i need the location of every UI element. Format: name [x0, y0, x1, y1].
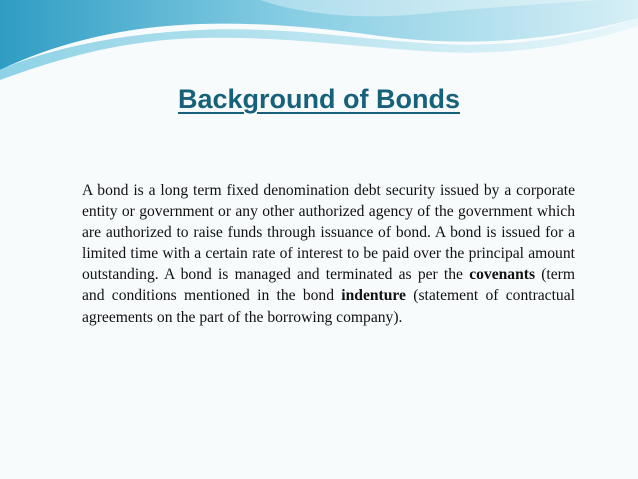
body-intro: A bond is a long term fixed denomination debt security issued by a corporate entity or government or any other authorized agency of the government which are authorized to raise funds through issuance of bond. A bond is issued for a limited time with a certain rate of interest to be paid over the principal amount outstanding. A bond is managed and terminated as per the: [82, 182, 575, 284]
wave-decoration: [0, 0, 638, 90]
body-mid: (term and conditions mentioned in the bond: [82, 266, 575, 305]
slide-title: Background of Bonds: [178, 84, 460, 114]
slide-body-text: [82, 180, 575, 328]
term-indenture: indenture: [341, 287, 406, 305]
term-covenants: covenants: [469, 266, 536, 284]
body-end: (statement of contractual agreements on the part of the borrowing company).: [82, 287, 575, 326]
